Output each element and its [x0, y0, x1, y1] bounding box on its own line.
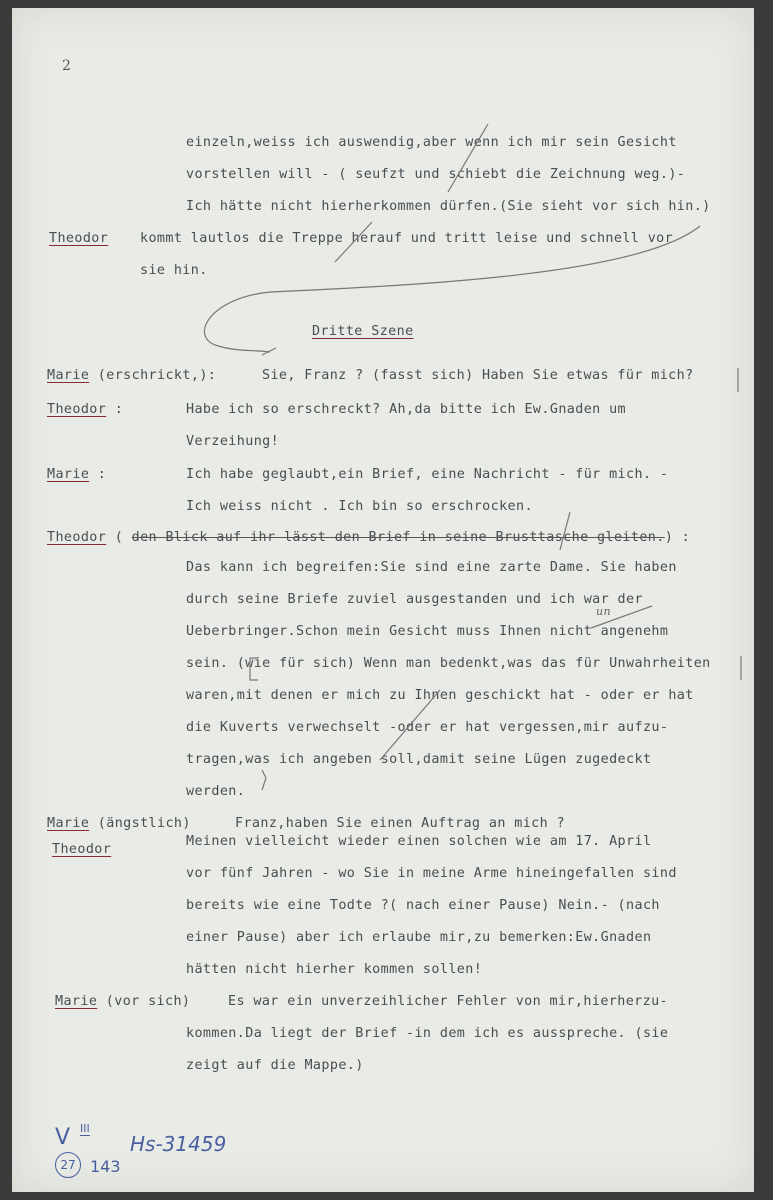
text-line-9: Ich habe geglaubt,ein Brief, eine Nachricht - für mich. -	[186, 467, 669, 482]
text-line-2: vorstellen will - ( seufzt und schiebt die Zeichnung weg.)-	[186, 167, 686, 182]
text-line-12: Das kann ich begreifen:Sie sind eine zarte Dame. Sie haben	[186, 560, 677, 575]
text-line-19: werden.	[186, 784, 246, 799]
speaker-marie: Marie	[47, 368, 90, 383]
text-line-16: waren,mit denen er mich zu Ihnen geschickt hat - oder er hat	[186, 688, 694, 703]
scene-title: Dritte Szene	[312, 324, 414, 339]
text-line-20: Franz,haben Sie einen Auftrag an mich ?	[235, 816, 566, 831]
archive-signature: Hs-31459	[130, 1132, 227, 1156]
text-line-6: Sie, Franz ? (fasst sich) Haben Sie etwas für mich?	[262, 368, 694, 383]
text-line-23: bereits wie eine Todte ?( nach einer Pause) Nein.- (nach	[186, 898, 660, 913]
text-line-13: durch seine Briefe zuviel ausgestanden und ich war der	[186, 592, 643, 607]
text-line-5: sie hin.	[140, 263, 208, 278]
text-line-22: vor fünf Jahren - wo Sie in meine Arme hineingefallen sind	[186, 866, 677, 881]
text-line-14: Ueberbringer.Schon mein Gesicht muss Ihnen nicht angenehm	[186, 624, 669, 639]
archive-number: 143	[90, 1157, 121, 1176]
stage-direction: (erschrickt,):	[89, 368, 217, 383]
text-line-17: die Kuverts verwechselt -oder er hat vergessen,mir aufzu-	[186, 720, 669, 735]
text-line-26: Es war ein unverzeihlicher Fehler von mir,hierherzu-	[228, 994, 669, 1009]
stage-direction: (vor sich)	[97, 994, 191, 1009]
speaker-marie: Marie	[55, 994, 98, 1009]
text-line-18: tragen,was ich angeben soll,damit seine Lügen zugedeckt	[186, 752, 652, 767]
text-line-28: zeigt auf die Mappe.)	[186, 1058, 364, 1073]
speaker-marie: Marie	[47, 467, 90, 482]
speaker-line-marie-1	[47, 368, 216, 383]
speaker-marie: Marie	[47, 816, 90, 831]
speaker-line-theodor-2	[47, 530, 690, 545]
archive-circle-number: 27	[55, 1152, 81, 1178]
speaker-line-theodor-1	[47, 402, 123, 417]
text-line-21: Meinen vielleicht wieder einen solchen wie am 17. April	[186, 834, 652, 849]
paren-open: (	[106, 530, 132, 545]
text-line-27: kommen.Da liegt der Brief -in dem ich es ausspreche. (sie	[186, 1026, 669, 1041]
page-number: 2	[62, 58, 71, 74]
speaker-colon: :	[106, 402, 124, 417]
handwritten-insertion: un	[596, 605, 611, 618]
text-line-24: einer Pause) aber ich erlaube mir,zu bemerken:Ew.Gnaden	[186, 930, 652, 945]
text-line-3: Ich hätte nicht hierherkommen dürfen.(Sie sieht vor sich hin.)	[186, 199, 711, 214]
text-line-7: Habe ich so erschreckt? Ah,da bitte ich Ew.Gnaden um	[186, 402, 627, 417]
speaker-theodor: Theodor	[47, 530, 107, 545]
speaker-theodor: Theodor	[49, 231, 109, 246]
speaker-colon: :	[89, 467, 107, 482]
speaker-line-marie-3	[47, 816, 191, 831]
stage-direction: (ängstlich)	[89, 816, 191, 831]
speaker-line-marie-2	[47, 467, 106, 482]
struck-stage-direction: den Blick auf ihr lässt den Brief in seine Brusttasche gleiten.	[131, 530, 665, 545]
text-line-15: sein. (wie für sich) Wenn man bedenkt,was das für Unwahrheiten	[186, 656, 711, 671]
archive-roman: III	[80, 1122, 90, 1135]
archive-v-mark: V	[55, 1125, 71, 1150]
text-line-4: kommt lautlos die Treppe herauf und tritt leise und schnell vor	[140, 231, 674, 246]
text-line-8: Verzeihung!	[186, 434, 280, 449]
text-line-1: einzeln,weiss ich auswendig,aber wenn ich mir sein Gesicht	[186, 135, 677, 150]
text-line-10: Ich weiss nicht . Ich bin so erschrocken.	[186, 499, 533, 514]
speaker-theodor: Theodor	[47, 402, 107, 417]
text-line-25: hätten nicht hierher kommen sollen!	[186, 962, 483, 977]
speaker-theodor: Theodor	[52, 842, 112, 857]
paren-close: ) :	[664, 530, 691, 545]
speaker-line-marie-4	[55, 994, 190, 1009]
